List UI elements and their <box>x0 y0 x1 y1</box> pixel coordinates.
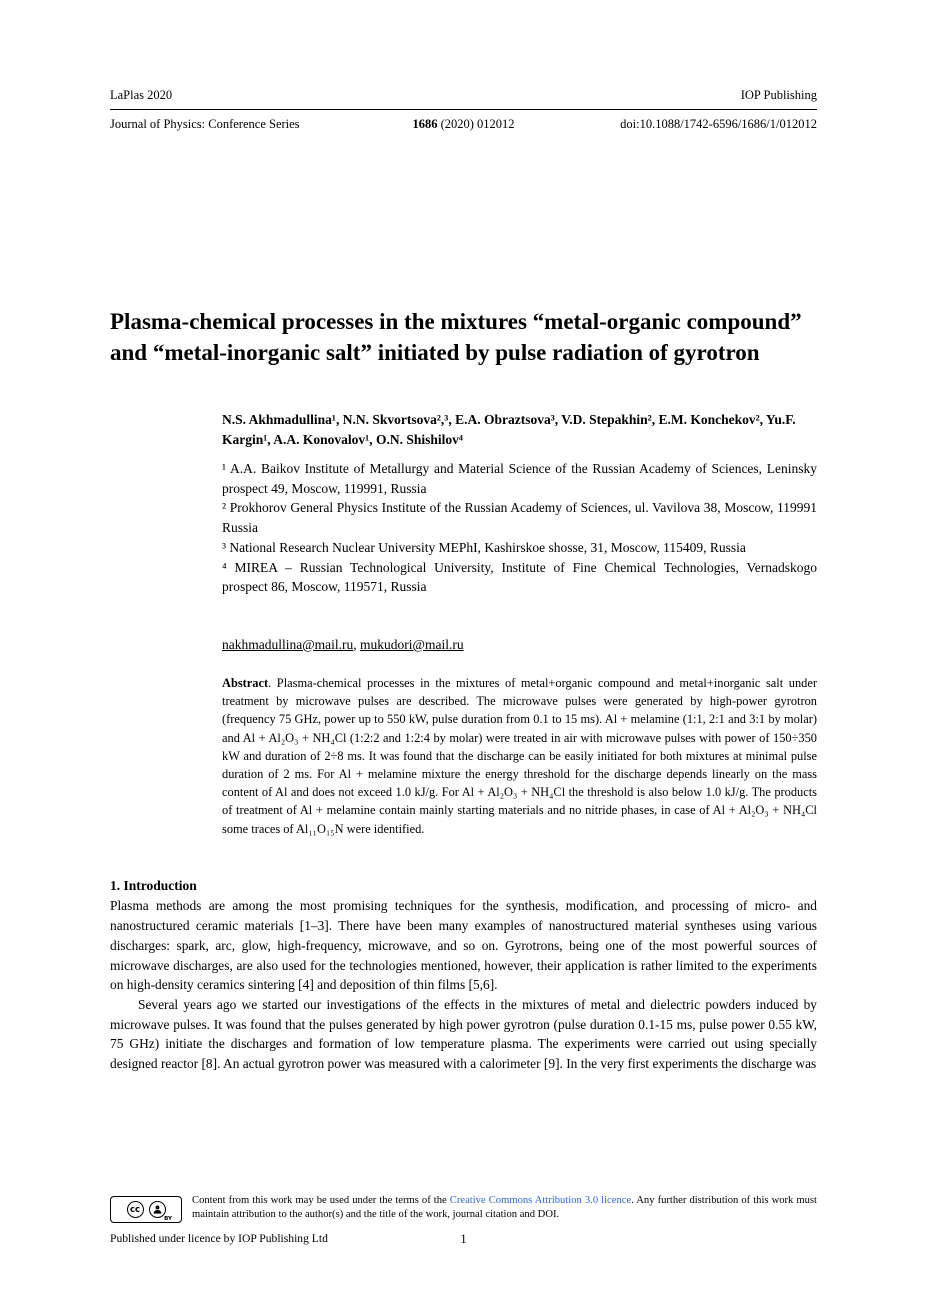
license-text-post: . Any further distribution of this work must maintain attribution to the author(s) and the title of the work, journal citation and DOI. <box>192 1195 817 1220</box>
page-footer <box>110 1194 817 1246</box>
affiliation-3: ³ National Research Nuclear University MEPhI, Kashirskoe shosse, 31, Moscow, 115409, Russia <box>222 539 746 555</box>
page-number: 1 <box>460 1232 467 1246</box>
license-text <box>192 1194 817 1222</box>
citation <box>402 117 524 131</box>
email-link-2[interactable]: mukudori@mail.ru <box>360 636 464 652</box>
abstract-paragraph <box>222 674 817 838</box>
header-top-row <box>110 88 817 102</box>
by-label: BY <box>164 1216 172 1222</box>
affiliation-1: ¹ A.A. Baikov Institute of Metallurgy and Material Science of the Russian Academy of Sciences, Leninsky prospect 49, Moscow, 119991, Russia <box>222 461 817 496</box>
doi-text: doi:10.1088/1742-6596/1686/1/012012 <box>620 117 817 131</box>
cc-icon-label: cc <box>129 1204 141 1215</box>
emails-line <box>222 637 817 653</box>
license-link[interactable]: Creative Commons Attribution 3.0 licence <box>449 1195 632 1206</box>
publish-row <box>110 1232 817 1246</box>
citation-rest: (2020) 012012 <box>437 117 515 131</box>
section-heading-introduction: 1. Introduction <box>110 877 197 893</box>
affiliations-block <box>222 459 817 597</box>
cc-icon <box>127 1201 144 1218</box>
front-matter-block <box>222 410 817 838</box>
intro-paragraph-2: Several years ago we started our investigations of the effects in the mixtures of metal and dielectric powders induced by microwave pulses. It was found that the pulses generated by high power gyrotron (pulse duration 0.1-15 ms, pulse power 0.55 kW, 75 GHz) initiate the discharges and formation of low temperature plasma. The experiments were carried out using specially designed reactor [8]. An actual gyrotron power was measured with a calorimeter [9]. In the very first experiments the discharge was <box>110 996 817 1072</box>
license-row <box>110 1194 817 1223</box>
email-link-1[interactable]: nakhmadullina@mail.ru <box>222 636 354 652</box>
header-bottom-row <box>110 117 817 131</box>
authors-line: N.S. Akhmadullina¹, N.N. Skvortsova²,³, E.A. Obraztsova³, V.D. Stepakhin², E.M. Konchekov², Yu.F. Kargin¹, A.A. Konovalov¹, O.N. Shishilov⁴ <box>222 412 796 447</box>
license-text-pre: Content from this work may be used under the terms of the <box>192 1195 450 1206</box>
published-under-licence: Published under licence by IOP Publishing Ltd <box>110 1232 328 1245</box>
header-divider <box>110 109 817 110</box>
intro-paragraph-1: Plasma methods are among the most promising techniques for the synthesis, modification, and processing of micro- and nanostructured ceramic materials [1–3]. There have been many examples of nanostructured material syntheses using various discharges: spark, arc, glow, high-frequency, microwave, and so on. Gyrotrons, being one of the most powerful sources of microwave discharges, are also used for the technologies mentioned, however, their application is rather limited to the experiments on high-density ceramics sintering [4] and deposition of thin films [5,6]. <box>110 898 817 993</box>
abstract-text: . Plasma-chemical processes in the mixtures of metal+organic compound and metal+inorganic salt under treatment by microwave pulses are described. The microwave pulses were generated by high-power gyrotron (frequency 75 GHz, power up to 550 kW, pulse duration from 0.1 to 15 ms). Al + melamine (1:1, 2:1 and 3:1 by molar) and Al + Al₂O₃ + NH₄Cl (1:2:2 and 1:2:4 by molar) were treated in air with microwave pulses with power of 150÷350 kW and duration of 2÷8 ms. It was found that the discharge can be easily initiated for both mixtures at minimal pulse duration of 2 ms. For Al + melamine mixture the energy threshold for the discharge depends linearly on the mass content of Al and does not exceed 1.0 kJ/g. For Al + Al₂O₃ + NH₄Cl the threshold is also below 1.0 kJ/g. The products of treatment of Al + melamine contain mainly starting materials and no nitride phases, in case of Al + Al₂O₃ + NH₄Cl some traces of Al₁₁O₁₅N were identified. <box>222 675 817 836</box>
conference-name: LaPlas 2020 <box>110 88 173 102</box>
cc-by-badge <box>110 1196 182 1223</box>
email-separator: , <box>353 636 361 652</box>
citation-volume: 1686 <box>412 117 438 131</box>
person-icon <box>149 1201 166 1218</box>
affiliation-4: ⁴ MIREA – Russian Technological University, Institute of Fine Chemical Technologies, Vernadskogo prospect 86, Moscow, 119571, Russia <box>222 559 817 595</box>
publisher-name: IOP Publishing <box>740 88 817 102</box>
abstract-label: Abstract <box>222 675 269 690</box>
journal-name: Journal of Physics: Conference Series <box>110 117 300 131</box>
paper-title: Plasma-chemical processes in the mixtures “metal-organic compound” and “metal-inorganic salt” initiated by pulse radiation of gyrotron <box>110 309 802 365</box>
affiliation-2: ² Prokhorov General Physics Institute of the Russian Academy of Sciences, ul. Vavilova 38, Moscow, 119991 Russia <box>222 500 817 536</box>
page-header <box>110 88 817 131</box>
